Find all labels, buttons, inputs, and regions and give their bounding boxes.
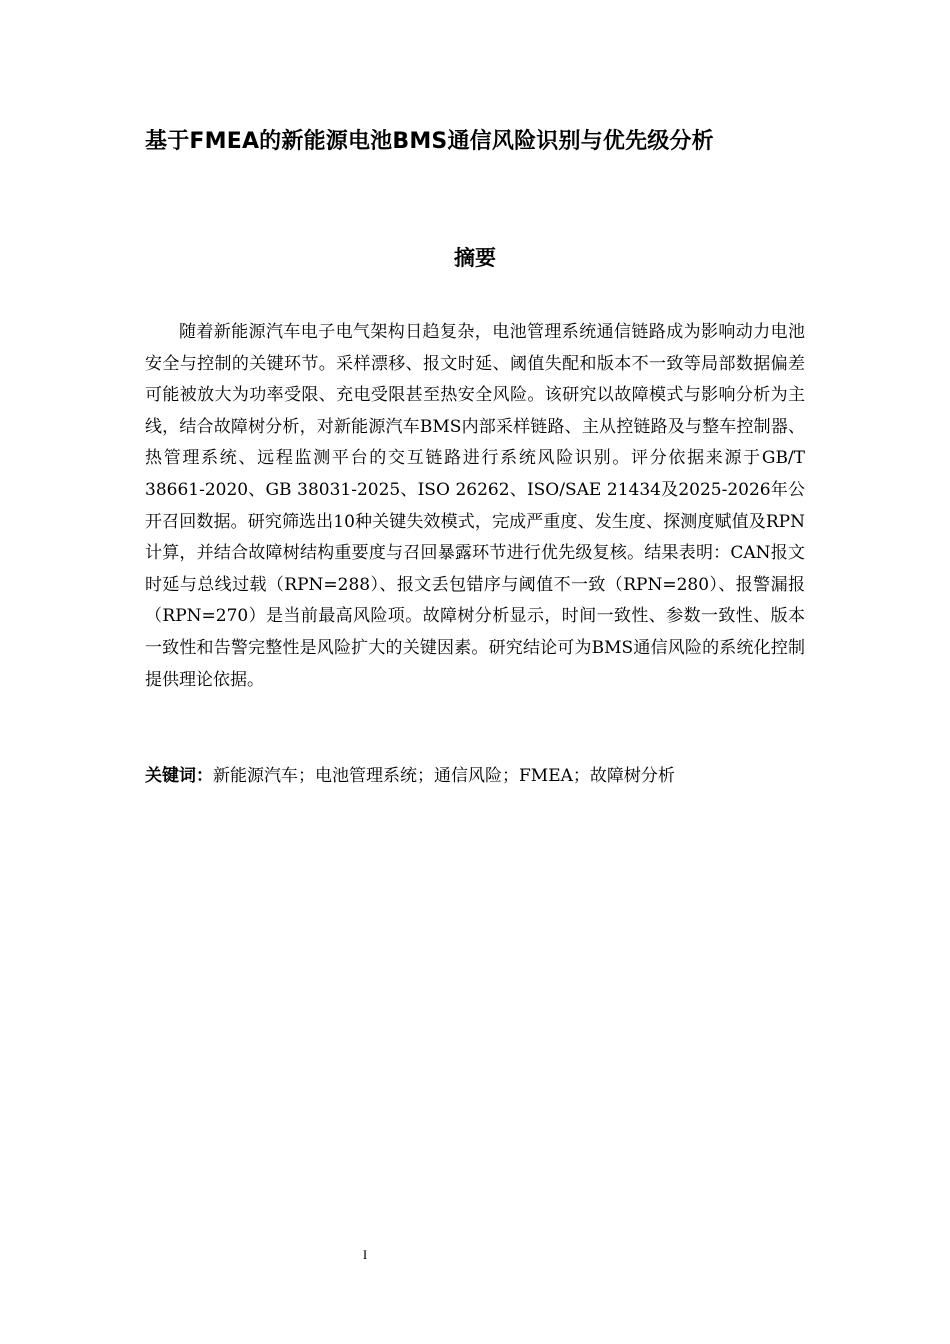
- keywords-text: 新能源汽车；电池管理系统；通信风险；FMEA；故障树分析: [213, 766, 675, 786]
- abstract-body: 随着新能源汽车电子电气架构日趋复杂，电池管理系统通信链路成为影响动力电池安全与控制的关键环节。采样漂移、报文时延、阈值失配和版本不一致等局部数据偏差可能被放大为功率受限、充电受限甚至热安全风险。该研究以故障模式与影响分析为主线，结合故障树分析，对新能源汽车BMS内部采样链路、主从控链路及与整车控制器、热管理系统、远程监测平台的交互链路进行系统风险识别。评分依据来源于GB/T 38661-2020、GB 38031-2025、ISO 26262、ISO/SAE 21434及2025-2026年公开召回数据。研究筛选出10种关键失效模式，完成严重度、发生度、探测度赋值及RPN计算，并结合故障树结构重要度与召回暴露环节进行优先级复核。结果表明：CAN报文时延与总线过载（RPN=288）、报文丢包错序与阈值不一致（RPN=280）、报警漏报（RPN=270）是当前最高风险项。故障树分析显示，时间一致性、参数一致性、版本一致性和告警完整性是风险扩大的关键因素。研究结论可为BMS通信风险的系统化控制提供理论依据。: [145, 322, 805, 690]
- keywords-label: 关键词：: [145, 766, 213, 786]
- abstract-heading: 摘要: [454, 246, 496, 270]
- paper-title: 基于FMEA的新能源电池BMS通信风险识别与优先级分析: [145, 129, 714, 154]
- keywords-line: [145, 760, 805, 792]
- page-number: I: [362, 1247, 368, 1262]
